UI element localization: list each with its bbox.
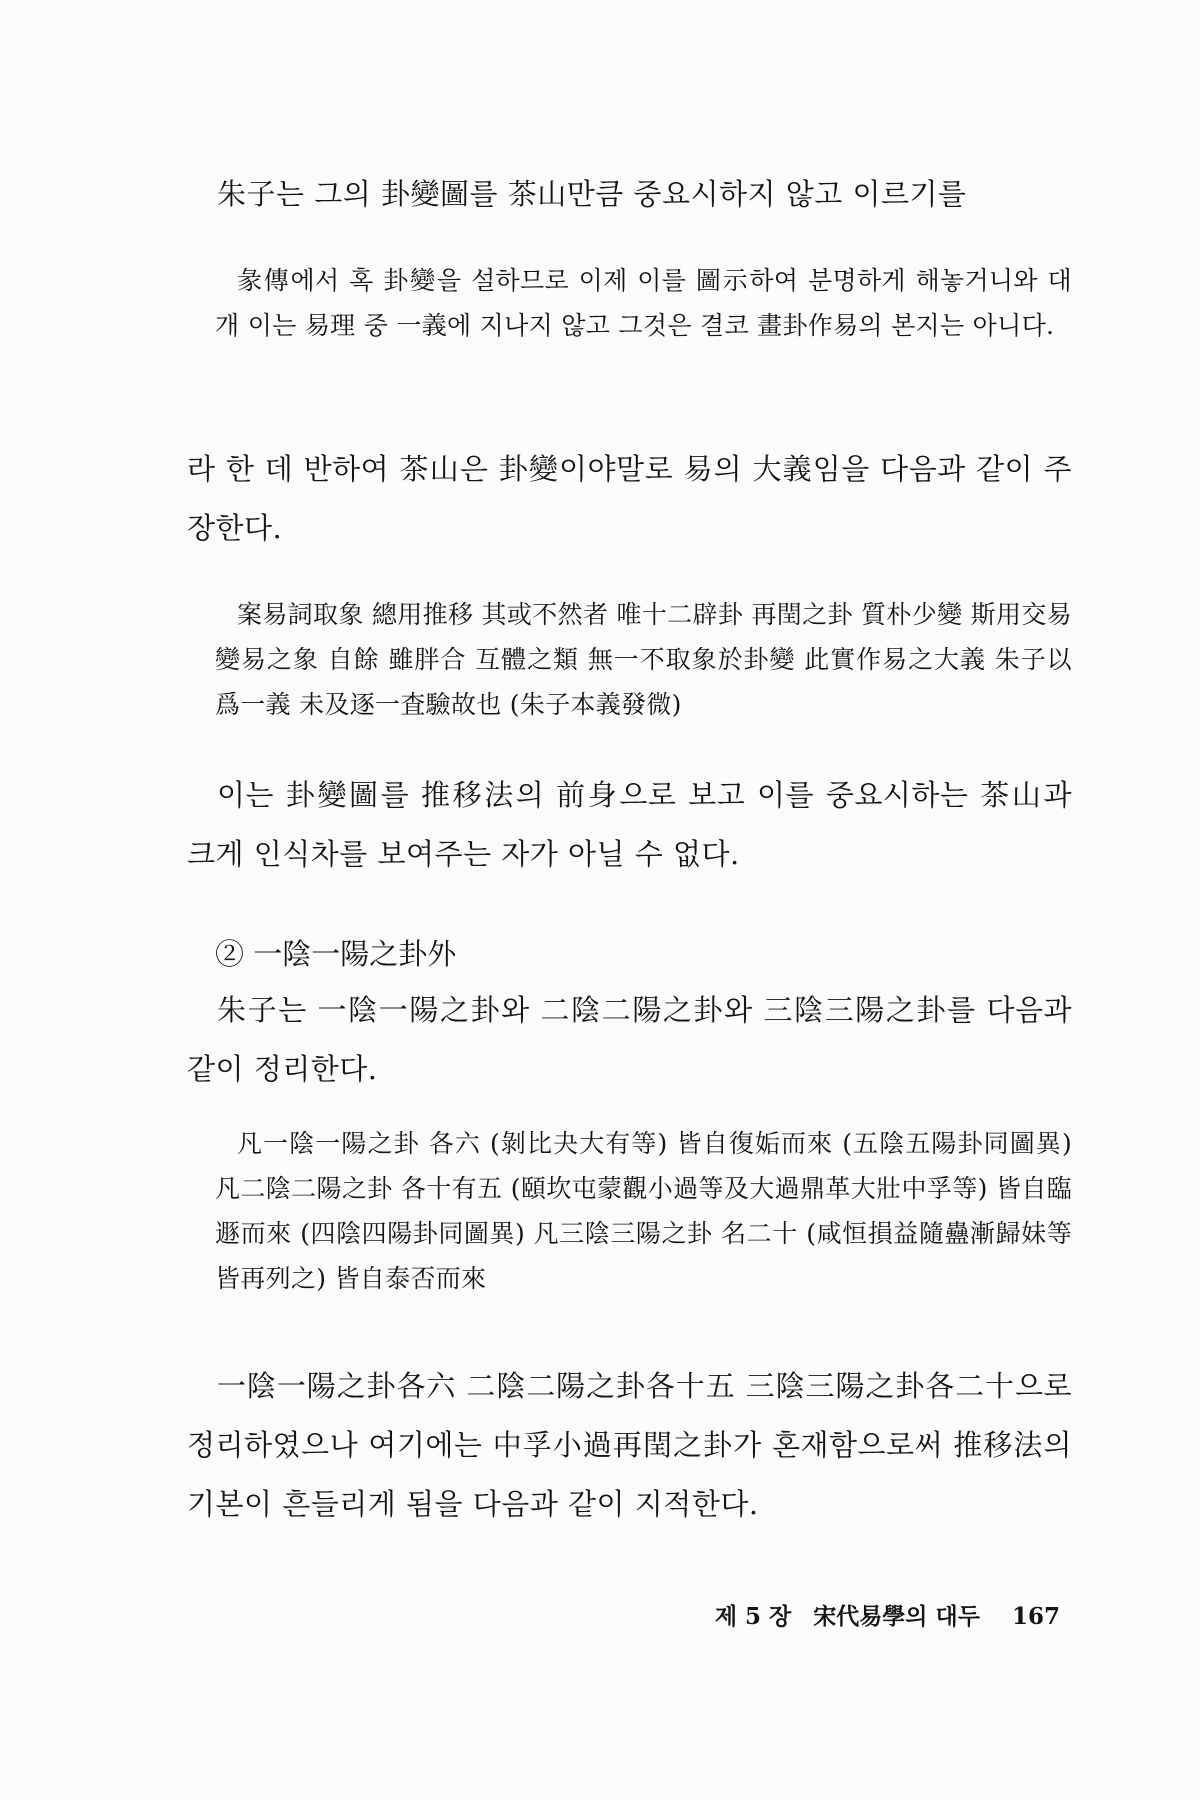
footer-chapter: 제 5 장 — [714, 1603, 792, 1630]
paragraph-4: 朱子는 一陰一陽之卦와 二陰二陽之卦와 三陰三陽之卦를 다음과 같이 정리한다. — [187, 993, 1072, 1086]
paragraph-3: 이는 卦變圖를 推移法의 前身으로 보고 이를 중요시하는 茶山과 크게 인식차를 보여주는 자가 아닐 수 없다. — [187, 778, 1072, 871]
page-number: 167 — [1011, 1603, 1060, 1630]
page-footer — [715, 1598, 1060, 1631]
footer-chapter-title: 宋代易學의 대두 — [813, 1603, 980, 1630]
paragraph-1: 朱子는 그의 卦變圖를 茶山만큼 중요시하지 않고 이르기를 — [217, 177, 967, 211]
quotation-3: 凡一陰一陽之卦 各六 (剝比夬大有等) 皆自復姤而來 (五陰五陽卦同圖異) 凡二陰二陽之卦 各十有五 (頤坎屯蒙觀小過等及大過鼎革大壯中孚等) 皆自臨遯而來 (四陰四陽卦同圖異) 凡三陰三陽之卦 名二十 (咸恒損益隨蠱漸歸妹等皆再列之) 皆自泰否而來 — [215, 1129, 1072, 1293]
paragraph-5: 一陰一陽之卦各六 二陰二陽之卦各十五 三陰三陽之卦各二十으로 정리하였으나 여기에는 中孚小過再閏之卦가 혼재함으로써 推移法의 기본이 흔들리게 됨을 다음과 같이 지적한다. — [187, 1369, 1072, 1521]
quotation-1: 彖傳에서 혹 卦變을 설하므로 이제 이를 圖示하여 분명하게 해놓거니와 대개 이는 易理 중 一義에 지나지 않고 그것은 결코 畫卦作易의 본지는 아니다. — [215, 266, 1072, 340]
paragraph-2: 라 한 데 반하여 茶山은 卦變이야말로 易의 大義임을 다음과 같이 주장한다. — [187, 452, 1072, 545]
section-heading: ② 一陰一陽之卦外 — [215, 937, 457, 971]
quotation-2: 案易詞取象 總用推移 其或不然者 唯十二辟卦 再閏之卦 質朴少變 斯用交易 變易之象 自餘 雖胖合 互體之類 無一不取象於卦變 此實作易之大義 朱子以爲一義 未及逐一査驗故也 (朱子本義發微) — [215, 600, 1072, 719]
